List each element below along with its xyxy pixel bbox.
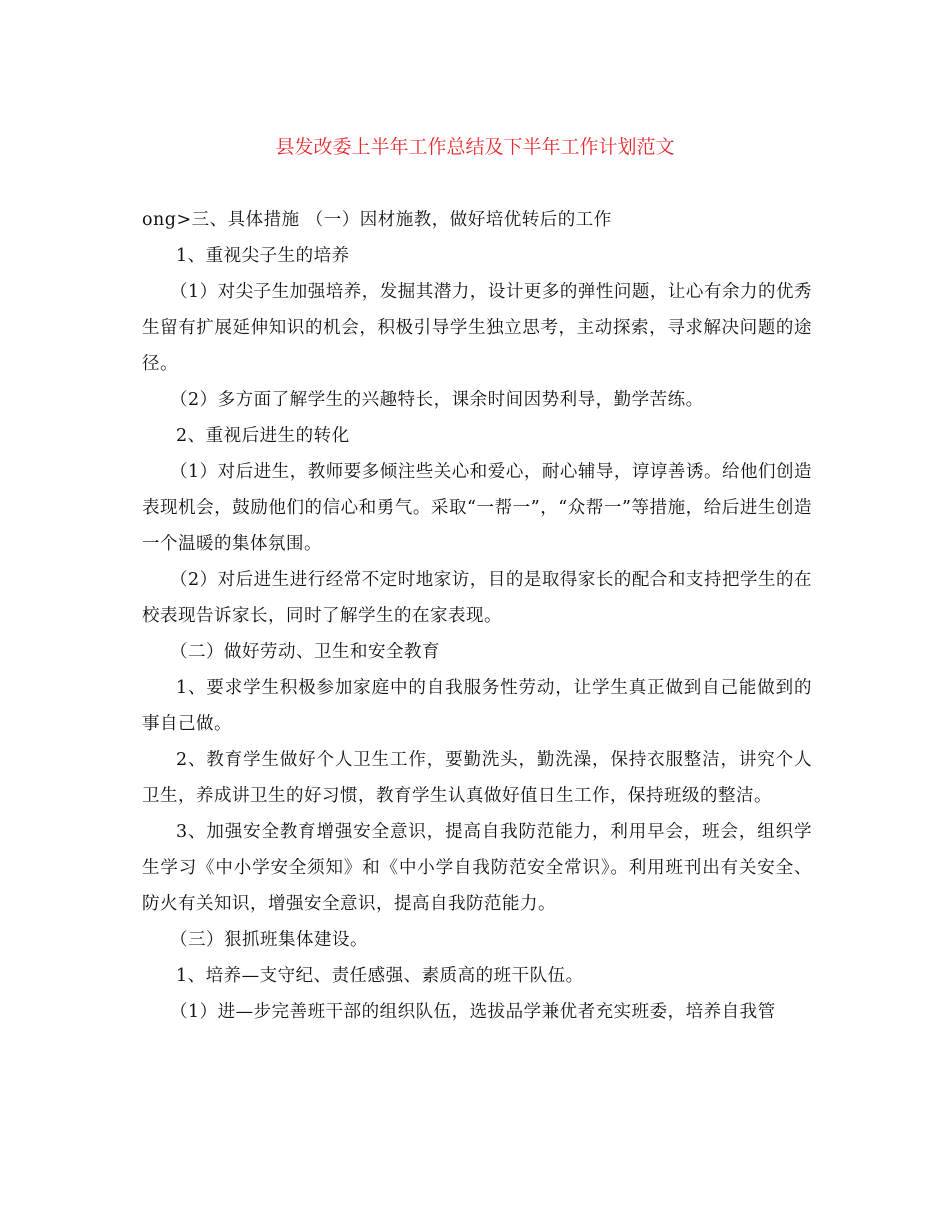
paragraph: （1）对尖子生加强培养，发掘其潜力，设计更多的弹性问题，让心有余力的优秀生留有扩展延伸知识的机会，积极引导学生独立思考，主动探索，寻求解决问题的途径。 xyxy=(142,282,812,374)
paragraph: 3、加强安全教育增强安全意识，提高自我防范能力，利用早会，班会，组织学生学习《中小学安全须知》和《中小学自我防范安全常识》。利用班刊出有关安全、防火有关知识，增强安全意识，提高自我防范能力。 xyxy=(142,822,812,914)
paragraph: （三）狠抓班集体建设。 xyxy=(170,930,368,950)
paragraph: （1）进—步完善班干部的组织队伍，选拔品学兼优者充实班委，培养自我管 xyxy=(170,1002,776,1022)
document-body xyxy=(142,202,812,1030)
paragraph: 2、教育学生做好个人卫生工作，要勤洗头，勤洗澡，保持衣服整洁，讲究个人卫生，养成讲卫生的好习惯，教育学生认真做好值日生工作，保持班级的整洁。 xyxy=(142,750,812,806)
paragraph: （二）做好劳动、卫生和安全教育 xyxy=(170,642,440,662)
paragraph: 1、要求学生积极参加家庭中的自我服务性劳动，让学生真正做到自己能做到的事自己做。 xyxy=(142,678,812,734)
paragraph: 1、重视尖子生的培养 xyxy=(176,246,350,266)
paragraph: （2）多方面了解学生的兴趣特长，课余时间因势利导，勤学苦练。 xyxy=(170,390,704,410)
paragraph: （2）对后进生进行经常不定时地家访，目的是取得家长的配合和支持把学生的在校表现告诉家长，同时了解学生的在家表现。 xyxy=(142,570,812,626)
paragraph: ong>三、具体措施 （一）因材施教，做好培优转后的工作 xyxy=(142,210,612,230)
document-title: 县发改委上半年工作总结及下半年工作计划范文 xyxy=(275,136,675,158)
paragraph: 1、培养—支守纪、责任感强、素质高的班干队伍。 xyxy=(176,966,584,986)
paragraph: （1）对后进生，教师要多倾注些关心和爱心，耐心辅导，谆谆善诱。给他们创造表现机会，鼓励他们的信心和勇气。采取“一帮一”，“众帮一”等措施，给后进生创造一个温暖的集体氛围。 xyxy=(142,462,812,554)
paragraph: 2、重视后进生的转化 xyxy=(176,426,350,446)
